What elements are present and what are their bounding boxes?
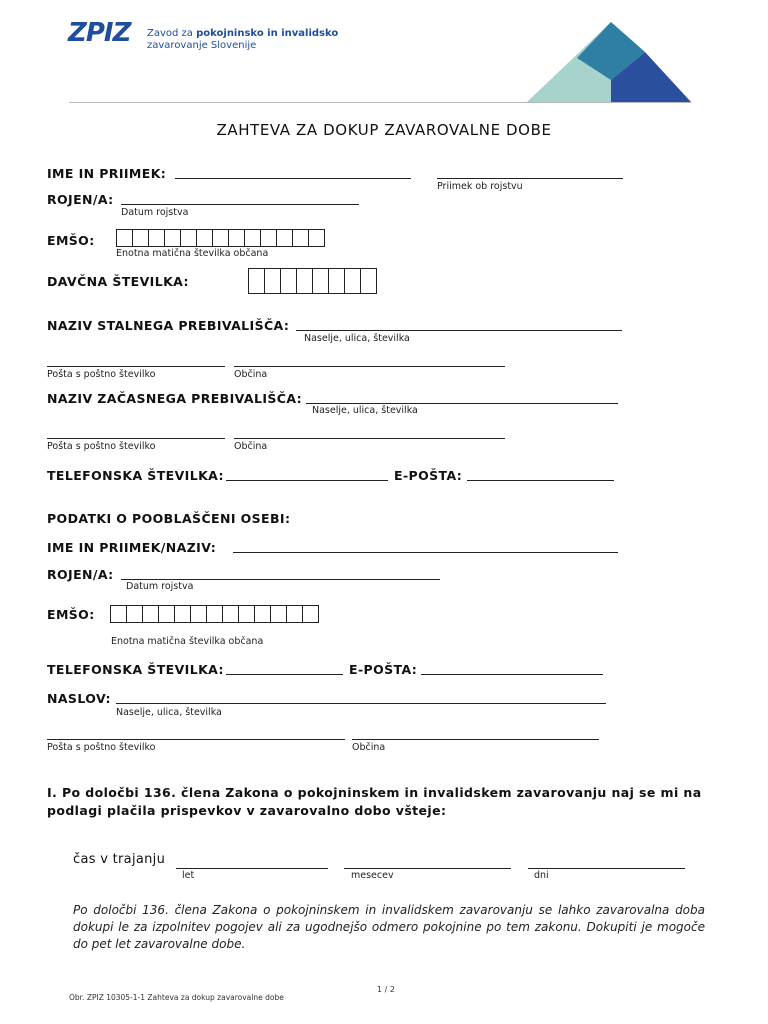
months-field[interactable] [344, 868, 511, 869]
authorized-phone-label: TELEFONSKA ŠTEVILKA: [47, 662, 224, 677]
maiden-name-caption: Priimek ob rojstvu [437, 181, 523, 192]
temporary-post-field[interactable] [47, 438, 225, 439]
authorized-email-field[interactable] [421, 674, 603, 675]
temporary-residence-label: NAZIV ZAČASNEGA PREBIVALIŠČA: [47, 391, 303, 406]
org-name-pre: Zavod za [147, 28, 197, 39]
days-field[interactable] [528, 868, 685, 869]
authorized-post-field[interactable] [47, 739, 345, 740]
temporary-post-caption: Pošta s poštno številko [47, 441, 156, 452]
phone-label: TELEFONSKA ŠTEVILKA: [47, 468, 224, 483]
authorized-email-label: E-POŠTA: [349, 662, 418, 677]
authorized-address-label: NASLOV: [47, 691, 111, 706]
section-1-text: I. Po določbi 136. člena Zakona o pokojninskem in invalidskem zavarovanju naj se mi na podlagi plačila prispevkov v zavarovalno dobo všteje: [47, 785, 702, 818]
authorized-emso-boxes[interactable] [110, 605, 319, 623]
zpiz-logo: ZPIZ [68, 18, 131, 48]
page-title: ZAHTEVA ZA DOKUP ZAVAROVALNE DOBE [216, 121, 552, 139]
born-caption: Datum rojstva [121, 207, 189, 218]
temporary-municipality-field[interactable] [234, 438, 505, 439]
email-field[interactable] [467, 480, 614, 481]
authorized-address-field[interactable] [116, 703, 606, 704]
permanent-post-caption: Pošta s poštno številko [47, 369, 156, 380]
authorized-section-label: PODATKI O POOBLAŠČENI OSEBI: [47, 511, 291, 526]
authorized-born-field[interactable] [121, 579, 440, 580]
permanent-municipality-caption: Občina [234, 369, 268, 380]
authorized-municipality-field[interactable] [352, 739, 599, 740]
permanent-residence-field[interactable] [296, 330, 622, 331]
header-divider [69, 102, 691, 103]
org-name-bold: pokojninsko in invalidsko [196, 28, 339, 39]
born-label: ROJEN/A: [47, 192, 114, 207]
authorized-address-caption: Naselje, ulica, številka [116, 707, 222, 718]
years-caption: let [182, 870, 195, 881]
name-label: IME IN PRIIMEK: [47, 166, 167, 181]
form-code: Obr. ZPIZ 10305-1-1 Zahteva za dokup zavarovalne dobe [69, 993, 284, 1002]
tax-number-boxes[interactable] [248, 268, 377, 294]
phone-field[interactable] [226, 480, 388, 481]
months-caption: mesecev [351, 870, 394, 881]
permanent-residence-caption: Naselje, ulica, številka [304, 333, 410, 344]
authorized-born-caption: Datum rojstva [126, 581, 194, 592]
maiden-name-field[interactable] [437, 178, 623, 179]
years-field[interactable] [176, 868, 328, 869]
authorized-municipality-caption: Občina [352, 742, 386, 753]
authorized-name-field[interactable] [233, 552, 618, 553]
permanent-residence-label: NAZIV STALNEGA PREBIVALIŠČA: [47, 318, 290, 333]
name-field[interactable] [175, 178, 411, 179]
legal-note: Po določbi 136. člena Zakona o pokojninskem in invalidskem zavarovanju se lahko zavarovalna doba dokupi le za izpolnitev pogojev ali za ugodnejšo odmero pokojnine po tem zakonu. Dokupiti je mogoče do pet let zavarovalne dobe. [73, 903, 705, 951]
authorized-born-label: ROJEN/A: [47, 567, 114, 582]
page-number: 1 / 2 [377, 985, 395, 994]
email-label: E-POŠTA: [394, 468, 463, 483]
authorized-emso-caption: Enotna matična številka občana [111, 636, 264, 647]
authorized-phone-field[interactable] [226, 674, 343, 675]
authorized-emso-label: EMŠO: [47, 607, 95, 622]
permanent-post-field[interactable] [47, 366, 225, 367]
emso-boxes[interactable] [116, 229, 325, 247]
org-name-line2: zavarovanje Slovenije [147, 40, 257, 51]
born-field[interactable] [121, 204, 359, 205]
logo-triangles [527, 22, 693, 102]
authorized-name-label: IME IN PRIIMEK/NAZIV: [47, 540, 217, 555]
temporary-residence-field[interactable] [306, 403, 618, 404]
duration-label: čas v trajanju [73, 852, 166, 867]
tax-number-label: DAVČNA ŠTEVILKA: [47, 274, 189, 289]
emso-label: EMŠO: [47, 233, 95, 248]
emso-caption: Enotna matična številka občana [116, 248, 269, 259]
permanent-municipality-field[interactable] [234, 366, 505, 367]
days-caption: dni [534, 870, 549, 881]
temporary-residence-caption: Naselje, ulica, številka [312, 405, 418, 416]
temporary-municipality-caption: Občina [234, 441, 268, 452]
authorized-post-caption: Pošta s poštno številko [47, 742, 156, 753]
org-name [147, 28, 338, 52]
